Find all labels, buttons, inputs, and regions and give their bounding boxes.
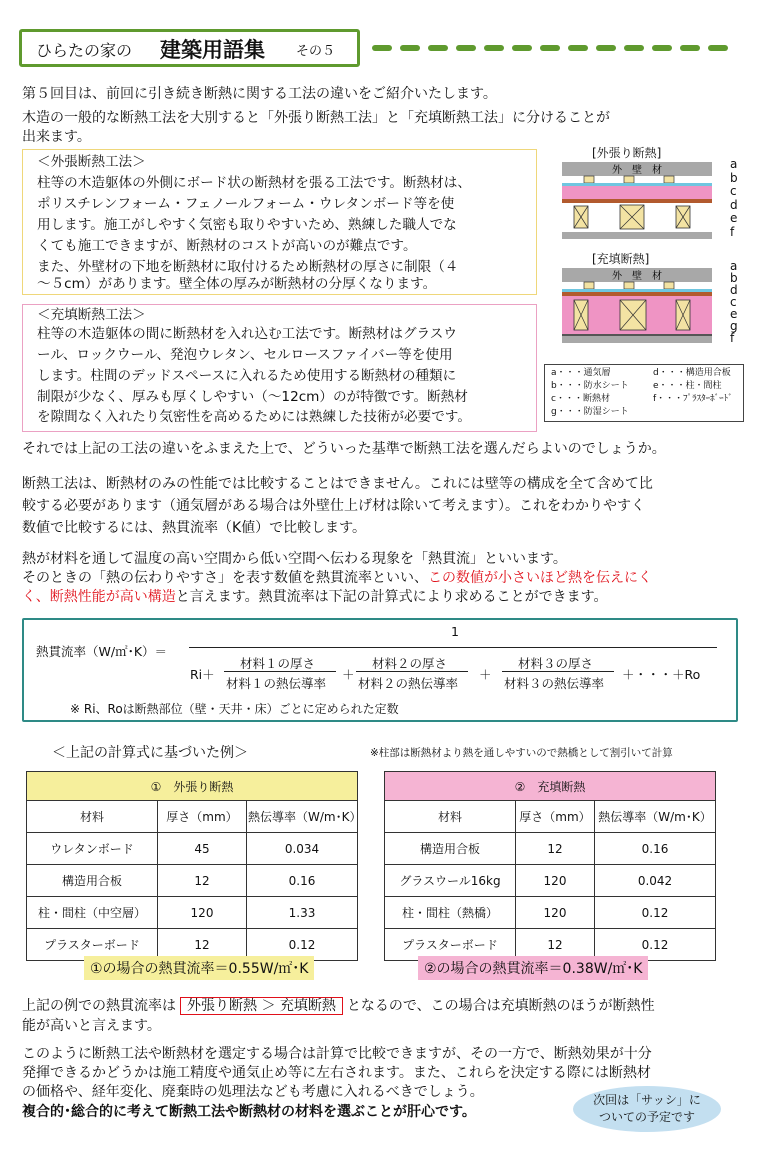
outer-method-line: また、外壁材の下地を断熱材に取付けるため断熱材の厚さに制限（４ [37, 259, 459, 275]
fill-furring [584, 282, 594, 289]
heat-transfer-line: 熱が材料を通して温度の高い空間から低い空間へ伝わる現象を「熱貫流」といいます。 [22, 551, 567, 567]
fraction-bar [356, 671, 468, 672]
next-issue-line-1: 次回は「サッシ」に [593, 1093, 701, 1107]
intro-line-1: 第５回目は、前回に引き続き断熱に関する工法の違いをご紹介いたします。 [22, 86, 497, 102]
outer-furring [664, 176, 674, 183]
outer-vent-layer [562, 183, 712, 186]
formula-plus: ＋ [479, 667, 492, 682]
header-series: ひらたの家の [36, 41, 133, 60]
fill-method-line: 柱等の木造躯体の間に断熱材を入れ込む工法です。断熱材はグラスウ [37, 326, 457, 342]
fraction-bar [502, 671, 614, 672]
conclusion-line-2: 能が高いと言えます。 [22, 1018, 161, 1034]
header-dash [540, 45, 560, 51]
fill-method-line: します。柱間のデッドスペースに入れるため使用する断熱材の種類に [37, 368, 457, 384]
result-outer: ①の場合の熱貫流率＝0.55W/㎡･K [84, 956, 314, 980]
formula-k2: 材料２の熱伝導率 [358, 676, 459, 691]
result-fill: ②の場合の熱貫流率＝0.38W/㎡･K [418, 956, 648, 980]
outer-insulation-layer [562, 186, 712, 199]
header-dash [456, 45, 476, 51]
outer-method-title: ＜外張断熱工法＞ [37, 154, 146, 170]
outer-furring [624, 176, 634, 183]
outer-letters: a b c d e f [730, 157, 738, 239]
header-dash [624, 45, 644, 51]
fill-wall-label: 外 壁 材 [612, 271, 662, 282]
fill-diagram [544, 264, 744, 364]
comparison-line: 断熱工法は、断熱材のみの性能では比較することはできません。これには壁等の構成を全て含めて比 [22, 476, 653, 492]
outer-method-box [22, 149, 537, 295]
comparison-line: 較する必要があります（通気層がある場合は外壁仕上げ材は除いて考えます）。これをわかりやすく [22, 498, 645, 514]
highlight-text: この数値が小さいほど熱を伝えにく [428, 570, 652, 586]
question-paragraph: それでは上記の工法の違いをふまえた上で、どういった基準で断熱工法を選んだらよいのでしょうか。 [22, 441, 666, 457]
header-issue: その５ [296, 44, 336, 59]
header-dash [680, 45, 700, 51]
header-dash [596, 45, 616, 51]
table-title: ① 外張り断熱 [27, 772, 358, 801]
formula-t2: 材料２の厚さ [372, 656, 448, 671]
heat-transfer-line: く、断熱性能が高い構造と言えます。熱貫流率は下記の計算式により求めることができます。 [22, 589, 608, 605]
table-row: 構造用合板 12 0.16 [27, 865, 358, 897]
table-row: 柱・間柱（中空層） 120 1.33 [27, 897, 358, 929]
fill-method-box [22, 304, 537, 432]
header-dash [372, 45, 392, 51]
fill-vapor-layer [562, 334, 712, 336]
header-dash [708, 45, 728, 51]
table-outer-insulation [26, 771, 362, 961]
outer-wall-label: 外 壁 材 [612, 165, 662, 176]
table-row: プラスターボード 12 0.12 [27, 929, 358, 961]
table-row: ウレタンボード 45 0.034 [27, 833, 358, 865]
fill-board-layer [562, 336, 712, 343]
outer-method-line: ～５cm）があります。壁全体の厚みが断熱材の分厚くなります。 [37, 276, 437, 292]
wall-section-diagrams [544, 140, 744, 440]
next-issue-bubble [573, 1086, 721, 1132]
conclusion-line: 上記の例での熱貫流率は 外張り断熱 ＞ 充填断熱 となるので、この場合は充填断熱のほうが断熱性 [22, 998, 655, 1014]
table-header-row: 材料 厚さ（mm） 熱伝導率（W/m･K） [27, 801, 358, 833]
fill-method-line: ール、ロックウール、発泡ウレタン、セルロースファイバー等を使用 [37, 347, 453, 363]
fill-method-title: ＜充填断熱工法＞ [37, 307, 146, 323]
closing-line: の価格や、経年変化、廃棄時の処理法なども考慮に入れるべきでしょう。 [22, 1084, 484, 1100]
formula-k3: 材料３の熱伝導率 [504, 676, 605, 691]
header-dash [652, 45, 672, 51]
example-title: ＜上記の計算式に基づいた例＞ [52, 745, 248, 761]
fill-letters: a b d c e g f [730, 259, 738, 345]
outer-method-line: くても施工できますが、断熱材のコストが高いのが難点です。 [37, 238, 417, 254]
intro-line-3: 出来ます。 [22, 129, 91, 145]
fill-vent-layer [562, 289, 712, 292]
next-issue-line-2: ついての予定です [598, 1110, 695, 1124]
closing-line: このように断熱工法や断熱材を選定する場合は計算で比較できますが、その一方で、断熱効果が十分 [22, 1046, 652, 1062]
fill-furring [664, 282, 674, 289]
fill-method-line: を隙間なく入れたり気密性を高めるためには熟練した技術が必要です。 [37, 409, 471, 425]
header-title: 建築用語集 [160, 38, 265, 62]
formula-note: ※ Ri、Roは断熱部位（壁・天井・床）ごとに定められた定数 [70, 702, 399, 716]
intro-line-2: 木造の一般的な断熱工法を大別すると「外張り断熱工法」と「充填断熱工法」に分けることが [22, 110, 610, 126]
outer-method-line: 用します。施工がしやすく気密も取りやすいため、熟練した職人でな [37, 217, 457, 233]
header-dash [400, 45, 420, 51]
formula-lhs: 熱貫流率（W/㎡･K）＝ [36, 644, 168, 659]
formula-plus: ＋ [342, 667, 355, 682]
formula-t1: 材料１の厚さ [240, 656, 316, 671]
heat-transfer-line: そのときの「熱の伝わりやすさ」を表す数値を熱貫流率といい、この数値が小さいほど熱を伝えにく [22, 570, 652, 586]
outer-plywood-layer [562, 199, 712, 203]
table-row: 柱・間柱（熱橋） 120 0.12 [385, 897, 716, 929]
formula-main-fraction-bar [189, 647, 717, 648]
formula-box [22, 618, 738, 722]
formula-t3: 材料３の厚さ [518, 656, 594, 671]
outer-diagram [544, 158, 744, 258]
comparison-line: 数値で比較するには、熱貫流率（K値）で比較します。 [22, 520, 367, 536]
formula-ri: Ri＋ [190, 667, 215, 682]
fill-furring [624, 282, 634, 289]
table-title: ② 充填断熱 [385, 772, 716, 801]
header-dash [484, 45, 504, 51]
formula-tail: ＋・・・＋Ro [622, 667, 701, 682]
conclusion-boxed: 外張り断熱 ＞ 充填断熱 [180, 997, 343, 1015]
example-note: ※柱部は断熱材より熱を通しやすいので熱橋として割引いて計算 [370, 747, 673, 759]
diagram-legend: a・・・通気層 d・・・構造用合板 b・・・防水シート e・・・柱・間柱 c・・・断熱材 f・・・ﾌﾟﾗｽﾀｰﾎﾞｰﾄﾞ g・・・防湿シート [544, 364, 744, 422]
formula-k1: 材料１の熱伝導率 [226, 676, 327, 691]
closing-line: 発揮できるかどうかは施工精度や通気止め等に左右されます。また、これらを決定する際には断熱材 [22, 1065, 651, 1081]
table-row: プラスターボード 12 0.12 [385, 929, 716, 961]
outer-method-line: ポリスチレンフォーム・フェノールフォーム・ウレタンボード等を使 [37, 196, 455, 212]
table-fill-insulation [384, 771, 716, 961]
header-dash [512, 45, 532, 51]
header-dash [428, 45, 448, 51]
fraction-bar [224, 671, 336, 672]
outer-method-line: 柱等の木造躯体の外側にボード状の断熱材を張る工法です。断熱材は、 [37, 175, 471, 191]
table-header-row: 材料 厚さ（mm） 熱伝導率（W/m･K） [385, 801, 716, 833]
closing-bold-line: 複合的･総合的に考えて断熱工法や断熱材の材料を選ぶことが肝心です。 [22, 1104, 476, 1120]
fill-method-line: 制限が少なく、厚みも厚くしやすい（～12cm）のが特徴です。断熱材 [37, 389, 468, 405]
fill-plywood-layer [562, 292, 712, 296]
outer-diagram-title: [外張り断熱] [592, 146, 662, 160]
outer-furring [584, 176, 594, 183]
formula-numerator: 1 [451, 624, 459, 639]
fill-diagram-title: [充填断熱] [592, 252, 650, 266]
table-row: 構造用合板 12 0.16 [385, 833, 716, 865]
header-dash [568, 45, 588, 51]
outer-board-layer [562, 232, 712, 239]
table-row: グラスウール16kg 120 0.042 [385, 865, 716, 897]
highlight-text: く、断熱性能が高い構造 [22, 589, 176, 605]
